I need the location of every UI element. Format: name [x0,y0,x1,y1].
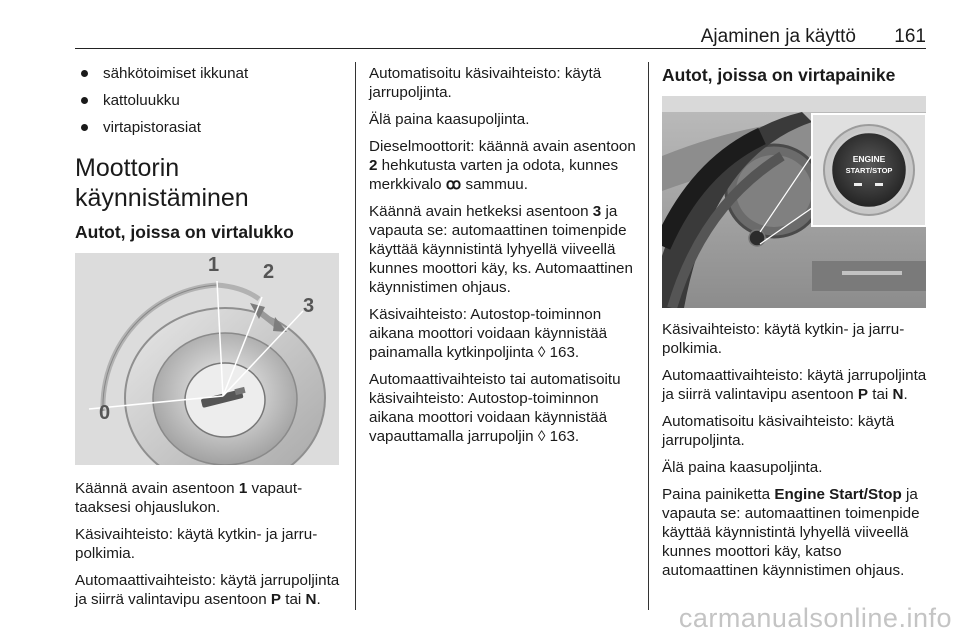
button-label-startstop: START/STOP [845,166,893,175]
paragraph: Käännä avain hetkeksi asentoon 3 ja vapauta se: automaattinen toimenpide käyttää käynnistintä lyhyellä viiveellä kunnes moottori käy, ks. Automaattinen käynnistimen ohjaus. [369,203,633,296]
subsection-title: Autot, joissa on virtalukko [75,222,294,242]
paragraph: Älä paina kaasupoljinta. [369,111,530,128]
indicator-led-icon [875,183,883,186]
position-label-3: 3 [303,295,315,317]
column-middle [369,64,641,454]
glow-plug-icon: ꝏ [445,176,462,193]
list-item: sähkötoimiset ikkunat [75,64,343,83]
paragraph: Käsivaihteisto: käytä kytkin- ja jarrupolkimia. [662,321,905,357]
column-left [75,64,343,617]
paragraph: Käsivaihteisto: käytä kytkin- ja jarrupolkimia. [75,526,318,562]
ignition-lock-illustration [75,253,339,465]
bullet-icon [81,70,88,77]
page-reference-link[interactable]: 163. [545,344,580,361]
watermark: carmanualsonline.info [678,603,952,633]
section-title: Moottorin käynnistäminen [75,154,249,212]
paragraph: Käännä avain asentoon 1 vapauttaaksesi ohjauslukon. [75,480,303,516]
position-label-2: 2 [263,261,275,283]
page-number: 161 [894,26,926,47]
paragraph: Automaattivaihteisto tai automatisoitu käsivaihteisto: Autostop-toiminnon aikana moottori voidaan käynnistää vapauttamalla jarrupoljin ◊ 163. [369,371,621,445]
column-right [662,64,928,588]
paragraph: Automaattivaihteisto: käytä jarrupoljinta ja siirrä valintavipu asentoon P tai N. [75,572,340,608]
paragraph: Automaattivaihteisto: käytä jarrupoljinta ja siirrä valintavipu asentoon P tai N. [662,367,927,403]
button-label-engine: ENGINE [852,154,886,164]
subsection-title: Autot, joissa on virtapainike [662,65,896,85]
column-divider-2 [648,62,649,610]
position-label-0: 0 [99,402,111,424]
indicator-led-icon [854,183,862,186]
position-label-1: 1 [208,254,220,276]
chapter-title: Ajaminen ja käyttö [700,26,856,47]
paragraph: Käsivaihteisto: Autostop-toiminnon aikana moottori voidaan käynnistää painamalla kytkinpoljinta ◊ 163. [369,306,608,361]
feature-list [75,64,343,137]
page-reference-link[interactable]: 163. [545,428,580,445]
bullet-icon [81,124,88,131]
paragraph: Automatisoitu käsivaihteisto: käytä jarrupoljinta. [662,413,895,449]
column-divider-1 [355,62,356,610]
paragraph: Älä paina kaasupoljinta. [662,459,823,476]
list-item: virtapistorasiat [75,118,343,137]
page-reference-icon: ◊ [537,344,546,361]
paragraph: Dieselmoottorit: käännä avain asentoon 2 hehkutusta varten ja odota, kunnes merkkivalo ꝏ sammuu. [369,138,636,193]
page-header [75,26,926,49]
list-item: kattoluukku [75,91,343,110]
page-reference-icon: ◊ [537,428,546,445]
bullet-icon [81,97,88,104]
paragraph: Paina painiketta Engine Start/Stop ja vapauta se: automaattinen toimenpide käyttää käynnistintä lyhyellä viiveellä kunnes moottori käy, katso automaattinen käynnistimen ohjaus. [662,486,920,579]
paragraph: Automatisoitu käsivaihteisto: käytä jarrupoljinta. [369,65,602,101]
start-stop-button-illustration [662,96,926,308]
